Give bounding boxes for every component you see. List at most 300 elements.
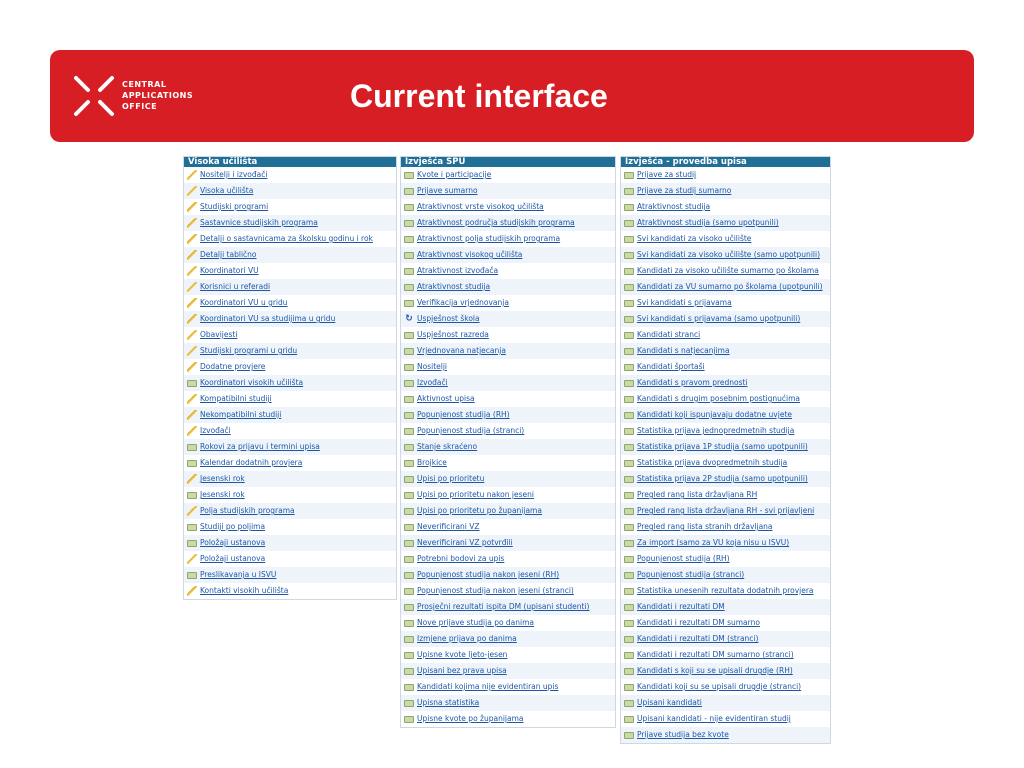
menu-item-link[interactable]: Izvođači <box>417 378 448 387</box>
report-icon <box>187 380 197 387</box>
menu-item-link[interactable]: Vrjednovana natjecanja <box>417 346 506 355</box>
menu-item[interactable] <box>184 215 396 231</box>
menu-item[interactable] <box>621 727 830 743</box>
menu-item-link[interactable]: Popunjenost studija (RH) <box>417 410 510 419</box>
menu-item-link[interactable]: Atraktivnost studija <box>637 202 711 211</box>
menu-item-link[interactable]: Kandidati i rezultati DM sumarno <box>637 618 760 627</box>
menu-item-link[interactable]: Statistika prijava dvopredmetnih studija <box>637 458 788 467</box>
menu-item-link[interactable]: Prijave studija bez kvote <box>637 730 729 739</box>
pencil-icon <box>187 346 197 356</box>
menu-item[interactable] <box>184 375 396 391</box>
pencil-icon <box>187 506 197 516</box>
report-icon <box>624 236 634 243</box>
menu-item-link[interactable]: Atraktivnost studija <box>417 282 491 291</box>
pencil-icon <box>187 282 197 292</box>
menu-item[interactable] <box>621 647 830 663</box>
menu-item-link[interactable]: Prosječni rezultati ispita DM (upisani studenti) <box>417 602 590 611</box>
menu-item-link[interactable]: Prijave za studij sumarno <box>637 186 732 195</box>
pencil-icon <box>187 314 197 324</box>
report-icon <box>624 636 634 643</box>
menu-item[interactable] <box>184 471 396 487</box>
menu-item-link[interactable]: Koordinatori VU u gridu <box>200 298 288 307</box>
report-icon <box>624 716 634 723</box>
menu-item-link[interactable]: Kandidati športaši <box>637 362 705 371</box>
menu-item[interactable] <box>401 455 615 471</box>
menu-item[interactable] <box>401 359 615 375</box>
menu-item[interactable] <box>184 327 396 343</box>
menu-item[interactable] <box>184 503 396 519</box>
menu-item-link[interactable]: Neverificirani VZ potvrđili <box>417 538 513 547</box>
menu-item[interactable] <box>621 583 830 599</box>
menu-item[interactable] <box>401 471 615 487</box>
menu-item[interactable] <box>401 183 615 199</box>
menu-item[interactable] <box>401 407 615 423</box>
pencil-icon <box>187 330 197 340</box>
menu-item-link[interactable]: Kandidati i rezultati DM (stranci) <box>637 634 759 643</box>
menu-item[interactable] <box>184 535 396 551</box>
menu-item[interactable] <box>184 359 396 375</box>
menu-item[interactable] <box>184 583 396 599</box>
menu-item[interactable] <box>184 567 396 583</box>
report-icon <box>404 188 414 195</box>
report-icon <box>404 364 414 371</box>
menu-item[interactable] <box>184 343 396 359</box>
report-icon <box>624 348 634 355</box>
menu-item[interactable] <box>401 567 615 583</box>
menu-item[interactable] <box>184 311 396 327</box>
menu-item[interactable] <box>401 215 615 231</box>
report-icon <box>404 556 414 563</box>
menu-item-link[interactable]: Atraktivnost izvođača <box>417 266 499 275</box>
menu-item-link[interactable]: Kandidati za VU sumarno po školama (upotpunili) <box>637 282 823 291</box>
menu-item[interactable] <box>401 631 615 647</box>
report-icon <box>404 444 414 451</box>
menu-item[interactable] <box>401 199 615 215</box>
menu-item[interactable] <box>401 231 615 247</box>
menu-item-link[interactable]: Atraktivnost vrste visokog učilišta <box>417 202 544 211</box>
menu-item-link[interactable]: Sastavnice studijskih programa <box>200 218 318 227</box>
menu-item[interactable] <box>401 615 615 631</box>
report-icon <box>624 268 634 275</box>
menu-item[interactable] <box>184 247 396 263</box>
menu-item-link[interactable]: Stanje skraćeno <box>417 442 478 451</box>
report-icon <box>624 428 634 435</box>
report-icon <box>404 172 414 179</box>
report-icon <box>624 684 634 691</box>
report-icon <box>187 540 197 547</box>
menu-item-link[interactable]: Pregled rang lista državljana RH <box>637 490 758 499</box>
report-icon <box>624 540 634 547</box>
menu-item-link[interactable]: Studiji po poljima <box>200 522 266 531</box>
menu-item-link[interactable]: Atraktivnost područja studijskih programa <box>417 218 575 227</box>
report-icon <box>624 604 634 611</box>
menu-item-link[interactable]: Uspješnost škola <box>417 314 480 323</box>
menu-item[interactable] <box>184 279 396 295</box>
panel-izvjesca-spu <box>400 156 616 728</box>
menu-item-link[interactable]: Popunjenost studija nakon jeseni (stranci) <box>417 586 574 595</box>
panel-items <box>401 167 615 727</box>
report-icon <box>624 444 634 451</box>
report-icon <box>624 476 634 483</box>
menu-item[interactable] <box>184 407 396 423</box>
menu-item-link[interactable]: Upisne kvote po županijama <box>417 714 524 723</box>
menu-item-link[interactable]: Obavijesti <box>200 330 238 339</box>
menu-item[interactable] <box>401 311 615 327</box>
menu-item[interactable] <box>621 519 830 535</box>
report-icon <box>404 204 414 211</box>
menu-item[interactable] <box>184 295 396 311</box>
menu-item-link[interactable]: Verifikacija vrjednovanja <box>417 298 509 307</box>
menu-item[interactable] <box>621 695 830 711</box>
panel-header: Izvješća - provedba upisa <box>621 157 830 167</box>
report-icon <box>404 572 414 579</box>
menu-item[interactable] <box>621 391 830 407</box>
pencil-icon <box>187 202 197 212</box>
menu-item[interactable] <box>401 695 615 711</box>
menu-item-link[interactable]: Nekompatibilni studiji <box>200 410 282 419</box>
pencil-icon <box>187 362 197 372</box>
report-icon <box>624 572 634 579</box>
panel-header: Izvješća SPU <box>401 157 615 167</box>
menu-item[interactable] <box>401 375 615 391</box>
menu-item[interactable] <box>401 551 615 567</box>
report-icon <box>404 508 414 515</box>
menu-item[interactable] <box>621 263 830 279</box>
menu-item-link[interactable]: Polja studijskih programa <box>200 506 295 515</box>
org-name <box>122 79 193 112</box>
menu-item[interactable] <box>184 487 396 503</box>
menu-item-link[interactable]: Svi kandidati s prijavama <box>637 298 732 307</box>
report-icon <box>404 268 414 275</box>
report-icon <box>404 396 414 403</box>
menu-item-link[interactable]: Upisna statistika <box>417 698 480 707</box>
menu-item-link[interactable]: Studijski programi u gridu <box>200 346 298 355</box>
menu-item-link[interactable]: Statistika prijava jednopredmetnih studija <box>637 426 795 435</box>
menu-item[interactable] <box>401 711 615 727</box>
menu-item[interactable] <box>621 535 830 551</box>
menu-item-link[interactable]: Kandidati s koji su se upisali drugdje (RH) <box>637 666 793 675</box>
menu-item-link[interactable]: Izmjene prijava po danima <box>417 634 517 643</box>
menu-item-link[interactable]: Pregled rang lista stranih državljana <box>637 522 773 531</box>
report-icon <box>404 284 414 291</box>
menu-item-link[interactable]: Popunjenost studija (stranci) <box>637 570 745 579</box>
menu-item[interactable] <box>401 535 615 551</box>
menu-item[interactable] <box>621 375 830 391</box>
report-icon <box>404 252 414 259</box>
menu-item[interactable] <box>184 439 396 455</box>
menu-item-link[interactable]: Koordinatori visokih učilišta <box>200 378 304 387</box>
report-icon <box>624 332 634 339</box>
report-icon <box>187 444 197 451</box>
report-icon <box>624 188 634 195</box>
menu-item-link[interactable]: Korisnici u referadi <box>200 282 271 291</box>
menu-item[interactable] <box>621 679 830 695</box>
menu-item[interactable] <box>401 247 615 263</box>
menu-item-link[interactable]: Kontakti visokih učilišta <box>200 586 289 595</box>
menu-item-link[interactable]: Za import (samo za VU koja nisu u ISVU) <box>637 538 790 547</box>
menu-item[interactable] <box>184 199 396 215</box>
menu-item-link[interactable]: Preslikavanja u ISVU <box>200 570 277 579</box>
menu-item-link[interactable]: Dodatne provjere <box>200 362 266 371</box>
report-icon <box>624 284 634 291</box>
menu-item-link[interactable]: Statistika prijava 2P studija (samo upotpunili) <box>637 474 808 483</box>
menu-item-link[interactable]: Uspješnost razreda <box>417 330 489 339</box>
menu-item[interactable] <box>621 631 830 647</box>
menu-item-link[interactable]: Kandidati koji ispunjavaju dodatne uvjete <box>637 410 792 419</box>
report-icon <box>187 460 197 467</box>
menu-item-link[interactable]: Studijski programi <box>200 202 269 211</box>
menu-item-link[interactable]: Kandidati s pravom prednosti <box>637 378 748 387</box>
menu-item[interactable] <box>621 215 830 231</box>
report-icon <box>404 668 414 675</box>
menu-item[interactable] <box>184 167 396 183</box>
menu-item[interactable] <box>184 391 396 407</box>
menu-item-link[interactable]: Položaji ustanova <box>200 554 266 563</box>
pencil-icon <box>187 554 197 564</box>
report-icon <box>624 556 634 563</box>
menu-item-link[interactable]: Nositelji <box>417 362 447 371</box>
report-icon <box>404 588 414 595</box>
menu-item[interactable] <box>621 599 830 615</box>
menu-item-link[interactable]: Izvođači <box>200 426 231 435</box>
menu-item-link[interactable]: Kandidati i rezultati DM sumarno (stranci) <box>637 650 794 659</box>
report-icon <box>624 652 634 659</box>
menu-item[interactable] <box>401 439 615 455</box>
menu-item-link[interactable]: Kandidati stranci <box>637 330 701 339</box>
report-icon <box>404 220 414 227</box>
menu-item-link[interactable]: Svi kandidati za visoko učilište (samo upotpunili) <box>637 250 820 259</box>
report-icon <box>404 412 414 419</box>
report-icon <box>624 204 634 211</box>
org-name-line: OFFICE <box>122 102 158 111</box>
menu-item[interactable] <box>621 327 830 343</box>
menu-item-link[interactable]: Popunjenost studija (stranci) <box>417 426 525 435</box>
pencil-icon <box>187 250 197 260</box>
panel-header: Visoka učilišta <box>184 157 396 167</box>
report-icon <box>624 460 634 467</box>
report-icon <box>404 348 414 355</box>
report-icon <box>187 492 197 499</box>
menu-item-link[interactable]: Upisani kandidati <box>637 698 702 707</box>
menu-item[interactable] <box>621 711 830 727</box>
menu-item[interactable] <box>621 407 830 423</box>
menu-item-link[interactable]: Upisani kandidati - nije evidentiran studij <box>637 714 791 723</box>
menu-item-link[interactable]: Neverificirani VZ <box>417 522 480 531</box>
menu-item[interactable] <box>401 327 615 343</box>
menu-item[interactable] <box>184 519 396 535</box>
menu-item-link[interactable]: Svi kandidati za visoko učilište <box>637 234 752 243</box>
pencil-icon <box>187 266 197 276</box>
report-icon <box>404 716 414 723</box>
menu-item[interactable] <box>401 167 615 183</box>
menu-item[interactable] <box>621 231 830 247</box>
menu-item[interactable] <box>621 615 830 631</box>
menu-item[interactable] <box>621 503 830 519</box>
cao-logo-icon <box>72 74 116 118</box>
menu-item[interactable] <box>401 263 615 279</box>
report-icon <box>624 316 634 323</box>
report-icon <box>624 524 634 531</box>
report-icon <box>624 620 634 627</box>
menu-item[interactable] <box>401 647 615 663</box>
menu-item-link[interactable]: Kandidati s drugim posebnim postignućima <box>637 394 800 403</box>
menu-item[interactable] <box>401 583 615 599</box>
menu-item[interactable] <box>184 551 396 567</box>
report-icon <box>404 380 414 387</box>
menu-item-link[interactable]: Popunjenost studija nakon jeseni (RH) <box>417 570 560 579</box>
menu-item[interactable] <box>401 679 615 695</box>
report-icon <box>624 588 634 595</box>
menu-item-link[interactable]: Brojkice <box>417 458 447 467</box>
report-icon <box>624 364 634 371</box>
menu-item-link[interactable]: Popunjenost studija (RH) <box>637 554 730 563</box>
menu-item-link[interactable]: Kvote i participacije <box>417 170 492 179</box>
report-icon <box>624 252 634 259</box>
report-icon <box>624 380 634 387</box>
menu-item[interactable] <box>621 439 830 455</box>
pencil-icon <box>187 410 197 420</box>
refresh-icon: ↻ <box>405 314 413 324</box>
menu-item-link[interactable]: Kandidati i rezultati DM <box>637 602 725 611</box>
menu-item-link[interactable]: Visoka učilišta <box>200 186 254 195</box>
menu-item[interactable] <box>621 359 830 375</box>
panel-visoka-ucilista <box>183 156 397 600</box>
report-icon <box>404 652 414 659</box>
menu-item-link[interactable]: Rokovi za prijavu i termini upisa <box>200 442 320 451</box>
report-icon <box>624 396 634 403</box>
menu-item-link[interactable]: Kandidati za visoko učilište sumarno po školama <box>637 266 819 275</box>
report-icon <box>404 332 414 339</box>
menu-item[interactable] <box>401 295 615 311</box>
report-icon <box>187 572 197 579</box>
menu-item-link[interactable]: Statistika unesenih rezultata dodatnih provjera <box>637 586 814 595</box>
menu-item[interactable] <box>401 599 615 615</box>
report-icon <box>624 220 634 227</box>
report-icon <box>624 732 634 739</box>
menu-item-link[interactable]: Kandidati s natjecanjima <box>637 346 730 355</box>
menu-item[interactable] <box>184 423 396 439</box>
menu-item[interactable] <box>621 551 830 567</box>
report-icon <box>624 412 634 419</box>
menu-item[interactable] <box>621 343 830 359</box>
menu-item[interactable] <box>621 471 830 487</box>
menu-item-link[interactable]: Detalji tablično <box>200 250 257 259</box>
menu-item[interactable] <box>621 183 830 199</box>
pencil-icon <box>187 234 197 244</box>
menu-item-link[interactable]: Upisi po prioritetu po županijama <box>417 506 542 515</box>
report-icon <box>404 492 414 499</box>
menu-item[interactable] <box>621 199 830 215</box>
menu-item-link[interactable]: Jesenski rok <box>200 490 245 499</box>
report-icon <box>404 460 414 467</box>
menu-item-link[interactable]: Kandidati koji su se upisali drugdje (stranci) <box>637 682 802 691</box>
menu-item[interactable] <box>184 263 396 279</box>
menu-item-link[interactable]: Nositelji i izvođači <box>200 170 268 179</box>
menu-item[interactable] <box>621 567 830 583</box>
menu-item[interactable] <box>401 503 615 519</box>
page-title: Current interface <box>350 78 608 114</box>
menu-item-link[interactable]: Pregled rang lista državljana RH - svi prijavljeni <box>637 506 815 515</box>
menu-item[interactable] <box>621 663 830 679</box>
report-icon <box>404 604 414 611</box>
menu-item-link[interactable]: Koordinatori VU sa studijima u gridu <box>200 314 336 323</box>
report-icon <box>404 524 414 531</box>
report-icon <box>187 524 197 531</box>
menu-item[interactable] <box>401 343 615 359</box>
menu-item-link[interactable]: Jesenski rok <box>200 474 245 483</box>
pencil-icon <box>187 186 197 196</box>
menu-item-link[interactable]: Prijave sumarno <box>417 186 478 195</box>
menu-item-link[interactable]: Položaji ustanova <box>200 538 266 547</box>
report-icon <box>404 636 414 643</box>
menu-item-link[interactable]: Upisne kvote ljeto-jesen <box>417 650 508 659</box>
pencil-icon <box>187 586 197 596</box>
menu-item-link[interactable]: Potrebni bodovi za upis <box>417 554 505 563</box>
menu-item-link[interactable]: Nove prijave studija po danima <box>417 618 535 627</box>
menu-item[interactable] <box>621 295 830 311</box>
menu-item[interactable] <box>184 231 396 247</box>
menu-item[interactable] <box>621 423 830 439</box>
report-icon <box>404 428 414 435</box>
pencil-icon <box>187 394 197 404</box>
report-icon <box>404 700 414 707</box>
menu-item[interactable] <box>621 455 830 471</box>
report-icon <box>624 668 634 675</box>
menu-item[interactable] <box>621 247 830 263</box>
report-icon <box>624 172 634 179</box>
menu-item[interactable] <box>401 391 615 407</box>
report-icon <box>624 300 634 307</box>
menu-item-link[interactable]: Kompatibilni studiji <box>200 394 272 403</box>
menu-item-link[interactable]: Detalji o sastavnicama za školsku godinu i rok <box>200 234 373 243</box>
menu-item-link[interactable]: Aktivnost upisa <box>417 394 475 403</box>
menu-item-link[interactable]: Kalendar dodatnih provjera <box>200 458 303 467</box>
menu-item[interactable] <box>401 487 615 503</box>
menu-item[interactable] <box>621 279 830 295</box>
menu-item-link[interactable]: Prijave za studij <box>637 170 697 179</box>
menu-item[interactable] <box>184 455 396 471</box>
report-icon <box>404 684 414 691</box>
menu-item[interactable] <box>401 663 615 679</box>
menu-item-link[interactable]: Kandidati kojima nije evidentiran upis <box>417 682 559 691</box>
menu-item-link[interactable]: Koordinatori VU <box>200 266 259 275</box>
menu-item-link[interactable]: Statistika prijava 1P studija (samo upotpunili) <box>637 442 808 451</box>
report-icon <box>404 620 414 627</box>
menu-item[interactable] <box>401 423 615 439</box>
menu-item[interactable] <box>401 279 615 295</box>
menu-item[interactable] <box>621 167 830 183</box>
report-icon <box>624 700 634 707</box>
menu-item[interactable] <box>621 311 830 327</box>
panel-items <box>621 167 830 743</box>
org-name-line: APPLICATIONS <box>122 91 194 100</box>
menu-item[interactable] <box>184 183 396 199</box>
menu-item-link[interactable]: Upisani bez prava upisa <box>417 666 507 675</box>
pencil-icon <box>187 426 197 436</box>
menu-item-link[interactable]: Atraktivnost studija (samo upotpunili) <box>637 218 779 227</box>
menu-item-link[interactable]: Atraktivnost visokog učilišta <box>417 250 523 259</box>
menu-item[interactable] <box>401 519 615 535</box>
menu-item-link[interactable]: Svi kandidati s prijavama (samo upotpunili) <box>637 314 801 323</box>
report-icon <box>404 236 414 243</box>
menu-item-link[interactable]: Upisi po prioritetu nakon jeseni <box>417 490 534 499</box>
menu-item-link[interactable]: Upisi po prioritetu <box>417 474 485 483</box>
pencil-icon <box>187 170 197 180</box>
menu-item-link[interactable]: Atraktivnost polja studijskih programa <box>417 234 561 243</box>
menu-item[interactable] <box>621 487 830 503</box>
panel-izvjesca-provedba-upisa <box>620 156 831 744</box>
report-icon <box>404 540 414 547</box>
